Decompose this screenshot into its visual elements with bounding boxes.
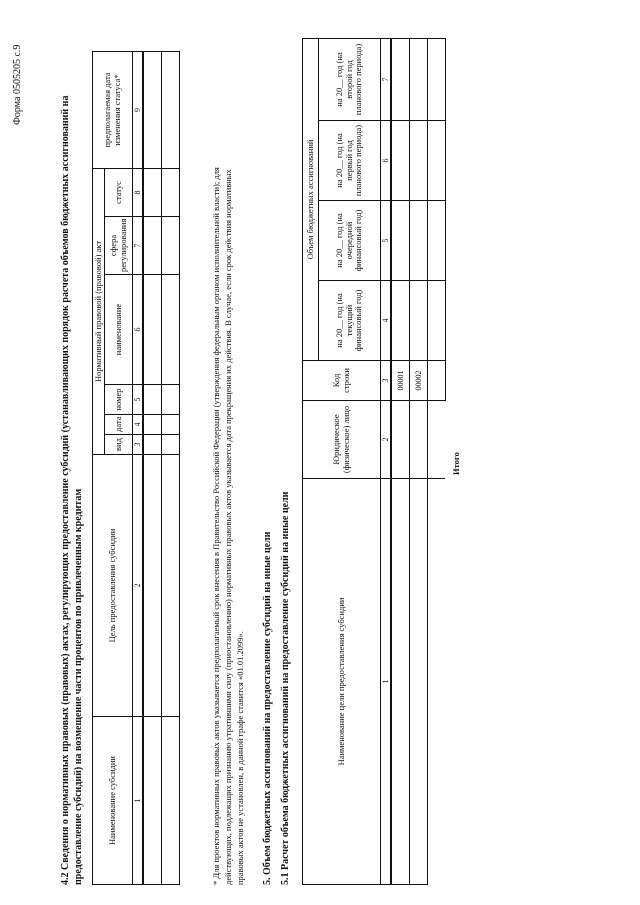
table-cell[interactable] [143,415,161,435]
table-cell[interactable] [143,717,161,885]
table-cell[interactable] [391,201,409,281]
table-cell[interactable] [409,121,427,201]
header-subsidy-name: Наименование субсидии [93,717,133,885]
table-row [427,38,445,884]
total-label: Итого [451,452,461,475]
table-cell[interactable] [143,168,161,216]
table-row [143,51,161,884]
table-cell[interactable] [409,201,427,281]
table-cell[interactable] [143,51,161,168]
table-row [391,38,409,884]
table-cell[interactable] [161,455,179,717]
table-cell[interactable] [161,51,179,168]
table-row [409,38,427,884]
table-cell[interactable] [427,38,445,120]
table-cell[interactable] [391,121,409,201]
row-code: 00001 [391,361,409,401]
legal-acts-table [92,51,180,885]
table-cell[interactable] [409,38,427,120]
table-cell[interactable] [427,361,445,401]
column-number: 4 [381,281,392,361]
row-code: 00002 [409,361,427,401]
header-next-year: на 20__ год (на очередной финансовый год) [319,201,381,281]
header-sphere: сфера регулирования [105,217,133,275]
column-number: 7 [133,217,144,275]
table-cell[interactable] [143,385,161,415]
header-name: наименование [105,275,133,385]
header-status: статус [105,168,133,216]
column-number: 1 [133,717,144,885]
column-number: 9 [133,51,144,168]
header-kind: вид [105,435,133,455]
column-number: 4 [133,415,144,435]
table-cell[interactable] [143,275,161,385]
table-cell[interactable] [143,217,161,275]
table-cell [427,479,445,885]
header-current-year: на 20__ год (на текущий финансовый год) [319,281,381,361]
column-number: 2 [381,401,392,479]
column-number: 3 [133,435,144,455]
column-number: 1 [381,479,392,885]
header-first-plan-year: на 20__ год (на первый год планового периода) [319,121,381,201]
table-cell[interactable] [427,201,445,281]
column-number: 2 [133,455,144,717]
table-cell[interactable] [161,717,179,885]
header-date: дата [105,415,133,435]
header-entity: Юридическое (физическое) лицо [303,401,381,479]
table-cell[interactable] [427,121,445,201]
column-number: 7 [381,38,392,120]
table-cell[interactable] [143,435,161,455]
table-cell[interactable] [391,38,409,120]
header-volume: Объем бюджетных ассигнований [303,38,319,360]
table-cell[interactable] [161,217,179,275]
column-number: 8 [133,168,144,216]
table-cell[interactable] [391,401,409,479]
column-number: 3 [381,361,392,401]
header-status-change-date: предполагаемая дата изменения статуса* [93,51,133,168]
table-row [161,51,179,884]
column-number: 6 [133,275,144,385]
column-number: 6 [381,121,392,201]
table-cell[interactable] [161,385,179,415]
budget-allocations-table [302,38,446,885]
table-cell[interactable] [409,281,427,361]
column-number: 5 [381,201,392,281]
section-5-title: 5. Объем бюджетных ассигнований на предоставление субсидий на иные цели [262,531,273,885]
footnote-line3: правовых актов не установлен, в данной графе ставится «01.01.2099». [235,631,245,885]
footnote-line1: * Для проектов нормативных правовых актов указывается предполагаемый срок внесения в Правительство Российской Федерации (утверждения федеральным органом исполнительной власти); для [211,167,221,885]
table-cell[interactable] [427,281,445,361]
footnote-line2: действующих, подлежащих признанию утратившими силу (приостановлению) нормативных правовых актов указывается дата прекращения их действия. В случае, если срок действия нормативных [223,169,233,885]
table-cell [427,401,445,479]
column-number: 5 [133,385,144,415]
table-cell[interactable] [409,479,427,885]
table-cell[interactable] [391,281,409,361]
table-cell[interactable] [161,275,179,385]
header-purpose: Цель предоставления субсидии [93,455,133,717]
section-4-2-title-line2: предоставление субсидий) на возмещение части процентов по привлеченным кредитам [73,488,84,885]
header-legal-act: Нормативный правовой (правовой) акт [93,168,105,454]
table-cell[interactable] [409,401,427,479]
table-cell[interactable] [161,435,179,455]
table-cell[interactable] [161,415,179,435]
section-5-1-title: 5.1 Расчет объема бюджетных ассигнований на предоставление субсидий на иные цели [280,491,291,885]
table-cell[interactable] [391,479,409,885]
table-cell[interactable] [143,455,161,717]
form-id: Форма 0505205 с.9 [12,44,23,125]
header-number: номер [105,385,133,415]
section-4-2-title-line1: 4.2 Сведения о нормативных правовых (правовых) актах, регулирующих предоставление субсидий (устанавливающих порядок расчета объемов бюджетных ассигнований на [60,95,71,885]
table-cell[interactable] [161,168,179,216]
header-second-plan-year: на 20__ год (на второй год планового периода) [319,38,381,120]
header-purpose-name: Наименование цели предоставления субсидии [303,479,381,885]
header-row-code: Код строки [303,361,381,401]
